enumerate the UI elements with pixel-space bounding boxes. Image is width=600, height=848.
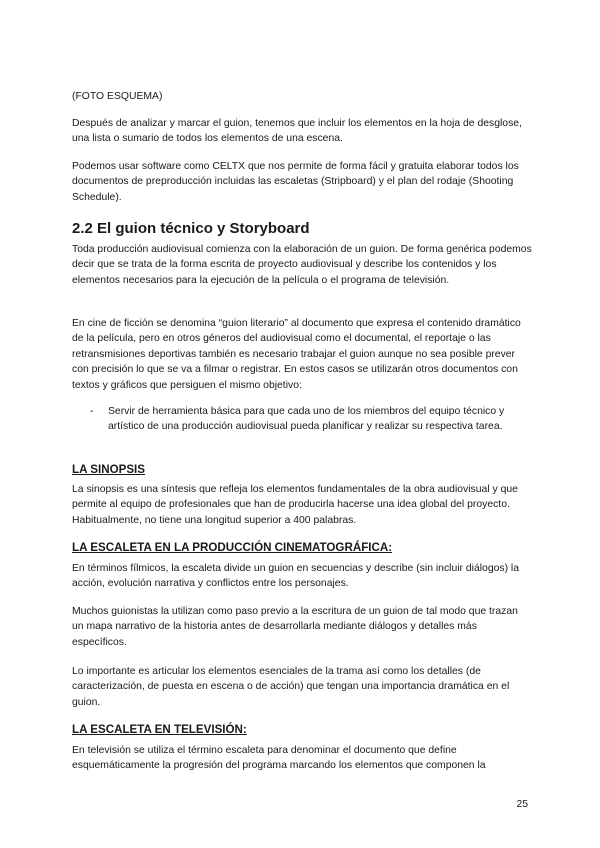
- heading-escaleta-tv: LA ESCALETA EN TELEVISIÓN:: [72, 723, 247, 736]
- paragraph-terminos-filmicos: En términos fílmicos, la escaleta divide un guion en secuencias y describe (sin incluir diálogos) la acción, evolución narrativa y conflictos entre los personajes.: [72, 563, 520, 590]
- paragraph-guionistas: Muchos guionistas la utilizan como paso previo a la escritura de un guion de tal modo que trazan un mapa narrativo de la historia antes de desarrollarla mediante diálogos y detalles más específicos.: [72, 606, 518, 648]
- paragraph-produccion: Toda producción audiovisual comienza con la elaboración de un guion. De forma genérica podemos decir que se trata de la forma escrita de proyecto audiovisual y describe los contenidos y los elementos necesarios para la ejecución de la película o el programa de televisión.: [72, 244, 532, 286]
- bullet-dash: -: [90, 406, 94, 417]
- paragraph-articular: Lo importante es articular los elementos esenciales de la trama así como los detalles (de caracterización, de puesta en escena o de acción) que tengan una importancia dramática en el guion.: [72, 666, 510, 708]
- bullet-item: [90, 404, 532, 435]
- paragraph-celtx: Podemos usar software como CELTX que nos permite de forma fácil y gratuita elaborar todos los documentos de preproducción incluidas las escaletas (Stripboard) y el plan del rodaje (Shooting Schedule).: [72, 161, 519, 203]
- paragraph-guion-literario: En cine de ficción se denomina “guion literario” al documento que expresa el contenido dramático de la película, pero en otros géneros del audiovisual como el documental, el reportaje o las retransmisiones deportivas también es necesario trabajar el guion aunque no sea posible prever con precisión lo que se va a filmar o registrar. En estos casos se utilizarán otros documentos con textos y gráficos que persiguen el mismo objetivo:: [72, 318, 521, 391]
- paragraph-desglose: Después de analizar y marcar el guion, tenemos que incluir los elementos en la hoja de desglose, una lista o sumario de todos los elementos de una escena.: [72, 118, 522, 145]
- paragraph-television: En televisión se utiliza el término escaleta para denominar el documento que define esquemáticamente la progresión del programa marcando los elementos que componen la: [72, 745, 486, 772]
- paragraph-sinopsis: La sinopsis es una síntesis que refleja los elementos fundamentales de la obra audiovisual y que permite al equipo de profesionales que han de producirla hacerse una idea global del proyecto. Habitualmente, no tiene una longitud superior a 400 palabras.: [72, 484, 518, 526]
- photo-placeholder-note: (FOTO ESQUEMA): [72, 91, 163, 102]
- section-heading-guion-tecnico: 2.2 El guion técnico y Storyboard: [72, 220, 310, 237]
- heading-sinopsis: LA SINOPSIS: [72, 463, 146, 476]
- heading-escaleta-cine: LA ESCALETA EN LA PRODUCCIÓN CINEMATOGRÁFICA:: [72, 541, 393, 554]
- page-number: 25: [516, 799, 528, 810]
- bullet-text: Servir de herramienta básica para que cada uno de los miembros del equipo técnico y artístico de una producción audiovisual pueda planificar y realizar su respectiva tarea.: [108, 406, 505, 433]
